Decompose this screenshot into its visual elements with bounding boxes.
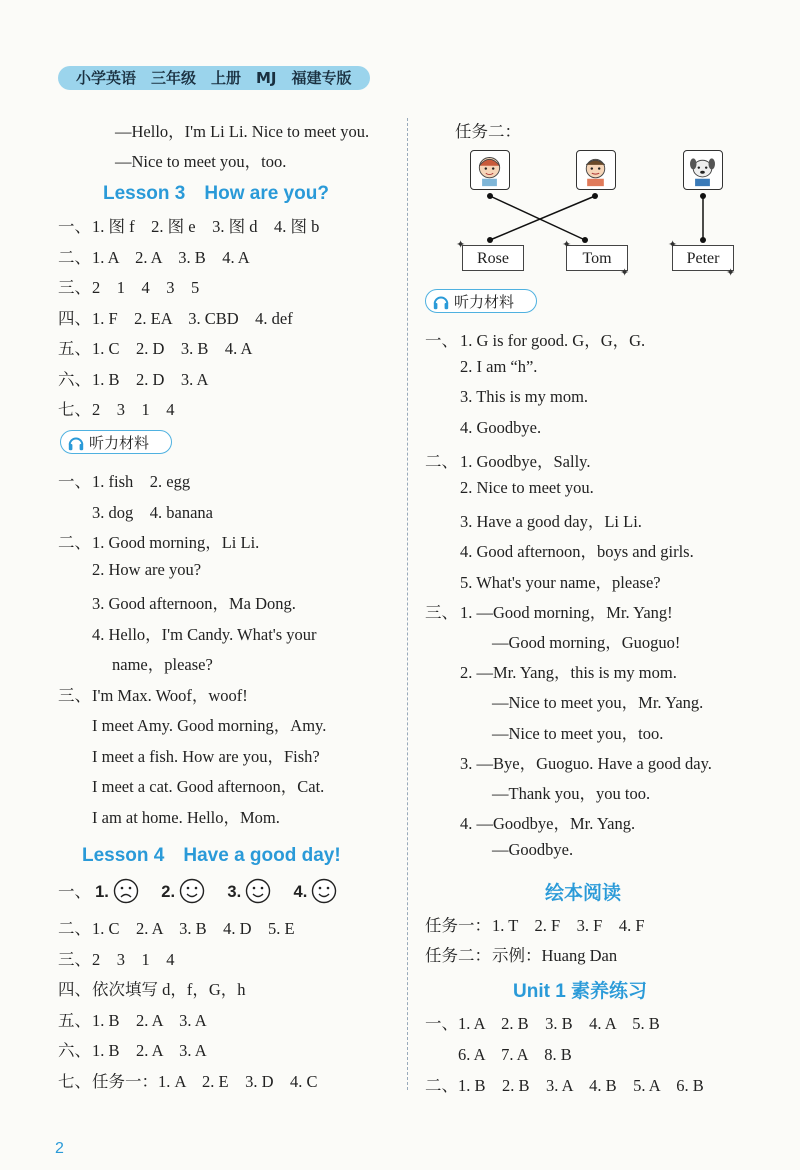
faces-item-4: 4.: [293, 883, 308, 901]
happy-face-icon: [245, 878, 271, 904]
answer-line: 3. This is my mom.: [460, 387, 589, 407]
answer-line: I'm Max. Woof，woof!: [92, 685, 248, 705]
item-number: 一、: [425, 1014, 458, 1033]
answer-line: 1. B 2. A 3. A: [92, 1010, 207, 1030]
headphones-icon: [432, 293, 450, 311]
match-dot: [592, 193, 598, 199]
item-number: 三、: [58, 278, 91, 297]
item-number: 四、: [58, 308, 91, 328]
name-card-rose: Rose: [462, 245, 524, 271]
answer-line: 1. B 2. B 3. A 4. B 5. A 6. B: [458, 1076, 704, 1095]
page-number: 2: [55, 1140, 64, 1157]
item-number: 七、: [58, 1071, 91, 1091]
answer-line: —Nice to meet you，Mr. Yang.: [492, 693, 704, 713]
item-number: 二、: [58, 533, 91, 552]
answer-line: 1. F 2. EA 3. CBD 4. def: [92, 308, 293, 328]
answer-line: 4. Good afternoon，boys and girls.: [460, 542, 694, 562]
column-divider: [407, 118, 408, 1090]
answer-line: 1. 图 f 2. 图 e 3. 图 d 4. 图 b: [92, 217, 320, 236]
faces-item-3: 3.: [227, 883, 242, 901]
item-number: 任务二：: [425, 946, 491, 965]
match-dot: [700, 193, 706, 199]
answer-line: I meet a fish. How are you，Fish?: [92, 746, 320, 766]
answer-line: 依次填写 d，f，G，h: [92, 980, 246, 999]
answer-line: 1. B 2. A 3. A: [92, 1041, 207, 1060]
sparkle-icon: ✦: [562, 238, 572, 251]
item-number: 三、: [58, 949, 91, 969]
name-card-peter: Peter: [672, 245, 734, 271]
happy-face-icon: [179, 878, 205, 904]
answer-line: —Goodbye.: [492, 840, 574, 860]
faces-row: [58, 878, 337, 904]
answer-line: 3. Good afternoon，Ma Dong.: [92, 594, 296, 613]
item-number: 六、: [58, 369, 91, 389]
sparkle-icon: ✦: [620, 266, 630, 279]
sad-face-icon: [113, 878, 139, 904]
boy-portrait-icon: [576, 150, 616, 190]
lesson3-title: Lesson 3 How are you?: [103, 183, 329, 204]
answer-line: 3. dog 4. banana: [92, 502, 213, 522]
answer-line: 4. Hello，I'm Candy. What's your: [92, 624, 317, 644]
answer-line: 2 1 4 3 5: [92, 278, 200, 297]
listening-tag-left: [60, 430, 172, 454]
answer-line: I meet a cat. Good afternoon，Cat.: [92, 777, 325, 796]
dialog-line: —Hello，I'm Li Li. Nice to meet you.: [115, 122, 370, 141]
item-number: 三、: [425, 602, 458, 622]
answer-line: 任务一：1. A 2. E 3. D 4. C: [92, 1071, 318, 1091]
answer-line: 1. G is for good. G，G，G.: [460, 331, 646, 350]
listening-label: 听力材料: [454, 293, 515, 311]
task2-label: 任务二：: [455, 122, 521, 141]
headphones-icon: [67, 434, 85, 452]
reading-title: 绘本阅读: [545, 883, 622, 904]
happy-face-icon: [311, 878, 337, 904]
answer-line: 2. How are you?: [92, 559, 202, 579]
answer-line: 6. A 7. A 8. B: [458, 1045, 572, 1064]
sparkle-icon: ✦: [456, 238, 466, 251]
sparkle-icon: ✦: [726, 266, 736, 279]
header-banner: 小学英语 三年级 上册 MJ 福建专版: [58, 66, 370, 90]
answer-line: 1. fish 2. egg: [92, 472, 191, 491]
answer-line: 1. B 2. D 3. A: [92, 369, 209, 389]
answer-line: —Thank you，you too.: [492, 784, 651, 803]
match-dot: [487, 193, 493, 199]
item-number: 二、: [425, 1076, 458, 1095]
answer-line: 2 3 1 4: [92, 400, 175, 419]
answer-line: 3. —Bye，Guoguo. Have a good day.: [460, 753, 712, 773]
answer-line: 3. Have a good day，Li Li.: [460, 512, 642, 532]
answer-line: name，please?: [112, 655, 213, 674]
answer-line: 2 3 1 4: [92, 949, 175, 969]
answer-line: 示例：Huang Dan: [492, 946, 618, 965]
match-dot: [700, 237, 706, 243]
item-number: 二、: [425, 451, 458, 471]
answer-line: 5. What's your name，please?: [460, 572, 661, 592]
girl-portrait-icon: [470, 150, 510, 190]
answer-line: 1. T 2. F 3. F 4. F: [492, 916, 645, 935]
item-number: 二、: [58, 919, 91, 938]
item-number: 五、: [58, 1010, 91, 1030]
answer-line: 1. C 2. D 3. B 4. A: [92, 339, 253, 358]
match-dot: [582, 237, 588, 243]
answer-line: —Nice to meet you，too.: [492, 723, 664, 743]
item-number: 四、: [58, 980, 91, 999]
item-number: 一、: [58, 472, 91, 491]
answer-line: I meet Amy. Good morning，Amy.: [92, 716, 327, 735]
answer-line: —Good morning，Guoguo!: [492, 633, 681, 652]
dialog-line: —Nice to meet you，too.: [115, 152, 287, 171]
answer-line: 2. Nice to meet you.: [460, 478, 594, 497]
answer-line: 4. —Goodbye，Mr. Yang.: [460, 814, 636, 834]
match-dot: [487, 237, 493, 243]
answer-line: 1. C 2. A 3. B 4. D 5. E: [92, 919, 295, 938]
item-number: 一、: [425, 331, 458, 350]
item-number: 六、: [58, 1041, 91, 1060]
answer-line: 1. Good morning，Li Li.: [92, 533, 260, 552]
item-number: 五、: [58, 339, 91, 358]
name-card-tom: Tom: [566, 245, 628, 271]
dog-portrait-icon: [683, 150, 723, 190]
answer-line: 2. I am “h”.: [460, 357, 538, 377]
lesson4-title: Lesson 4 Have a good day!: [82, 845, 341, 866]
unit1-title: Unit 1 素养练习: [513, 981, 648, 1002]
faces-item-1: 1.: [95, 883, 109, 901]
answer-line: 2. —Mr. Yang，this is my mom.: [460, 663, 677, 683]
listening-label: 听力材料: [89, 434, 150, 452]
faces-row-number: 一、: [58, 882, 91, 901]
item-number: 二、: [58, 247, 91, 267]
listening-tag-right: [425, 289, 537, 313]
item-number: 一、: [58, 217, 91, 236]
faces-item-2: 2.: [161, 883, 176, 901]
answer-line: 1. Goodbye，Sally.: [460, 451, 591, 471]
sparkle-icon: ✦: [668, 238, 678, 251]
item-number: 三、: [58, 685, 91, 705]
item-number: 任务一：: [425, 916, 491, 935]
answer-line: 4. Goodbye.: [460, 417, 542, 437]
answer-line: I am at home. Hello，Mom.: [92, 807, 280, 827]
answer-line: 1. A 2. A 3. B 4. A: [92, 247, 250, 267]
item-number: 七、: [58, 400, 91, 419]
answer-line: 1. —Good morning，Mr. Yang!: [460, 602, 673, 622]
answer-line: 1. A 2. B 3. B 4. A 5. B: [458, 1014, 660, 1033]
